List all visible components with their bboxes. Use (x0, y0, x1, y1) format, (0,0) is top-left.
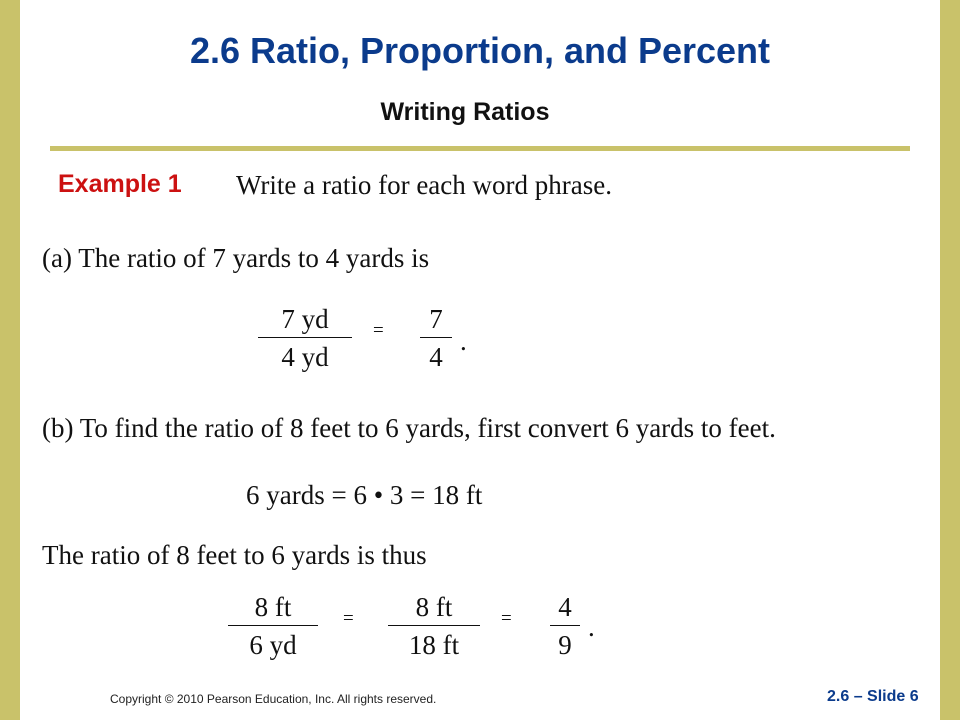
period: . (588, 612, 595, 642)
part-b-text: (b) To find the ratio of 8 feet to 6 yards, first convert 6 yards to feet. (42, 413, 776, 443)
equals-sign: = (343, 608, 354, 629)
example-prompt: Write a ratio for each word phrase. (236, 170, 612, 200)
fraction-8ft-18ft (388, 590, 480, 662)
conversion-equation: 6 yards = 6 • 3 = 18 ft (246, 480, 483, 510)
fraction-bar (388, 625, 480, 626)
slide-number: 2.6 – Slide 6 (827, 688, 919, 705)
fraction-numerator: 7 (429, 304, 443, 334)
part-b-thus-text: The ratio of 8 feet to 6 yards is thus (42, 540, 427, 570)
fraction-denominator: 4 (429, 342, 443, 372)
period: . (460, 326, 467, 356)
fraction-denominator: 6 yd (249, 630, 297, 660)
fraction-denominator: 4 yd (281, 342, 329, 372)
fraction-numerator: 7 yd (281, 304, 329, 334)
fraction-denominator: 9 (558, 630, 572, 660)
fraction-bar (258, 337, 352, 338)
fraction-bar (420, 337, 452, 338)
fraction-7-4 (420, 302, 452, 374)
example-label: Example 1 (58, 170, 182, 198)
fraction-denominator: 18 ft (408, 630, 460, 660)
fraction-4-9 (550, 590, 580, 662)
equals-sign: = (373, 320, 384, 341)
fraction-8ft-6yd (228, 590, 318, 662)
equals-sign: = (501, 608, 512, 629)
fraction-numerator: 8 ft (254, 592, 292, 622)
slide-title: 2.6 Ratio, Proportion, and Percent (189, 30, 771, 71)
right-border (940, 0, 960, 720)
divider-rule (50, 146, 910, 151)
slide-subtitle: Writing Ratios (380, 98, 550, 126)
part-a-text: (a) The ratio of 7 yards to 4 yards is (42, 243, 430, 273)
fraction-7yd-4yd (258, 302, 352, 374)
copyright-notice: Copyright © 2010 Pearson Education, Inc. All rights reserved. (110, 692, 437, 706)
fraction-bar (228, 625, 318, 626)
fraction-bar (550, 625, 580, 626)
fraction-numerator: 8 ft (415, 592, 453, 622)
fraction-numerator: 4 (558, 592, 572, 622)
